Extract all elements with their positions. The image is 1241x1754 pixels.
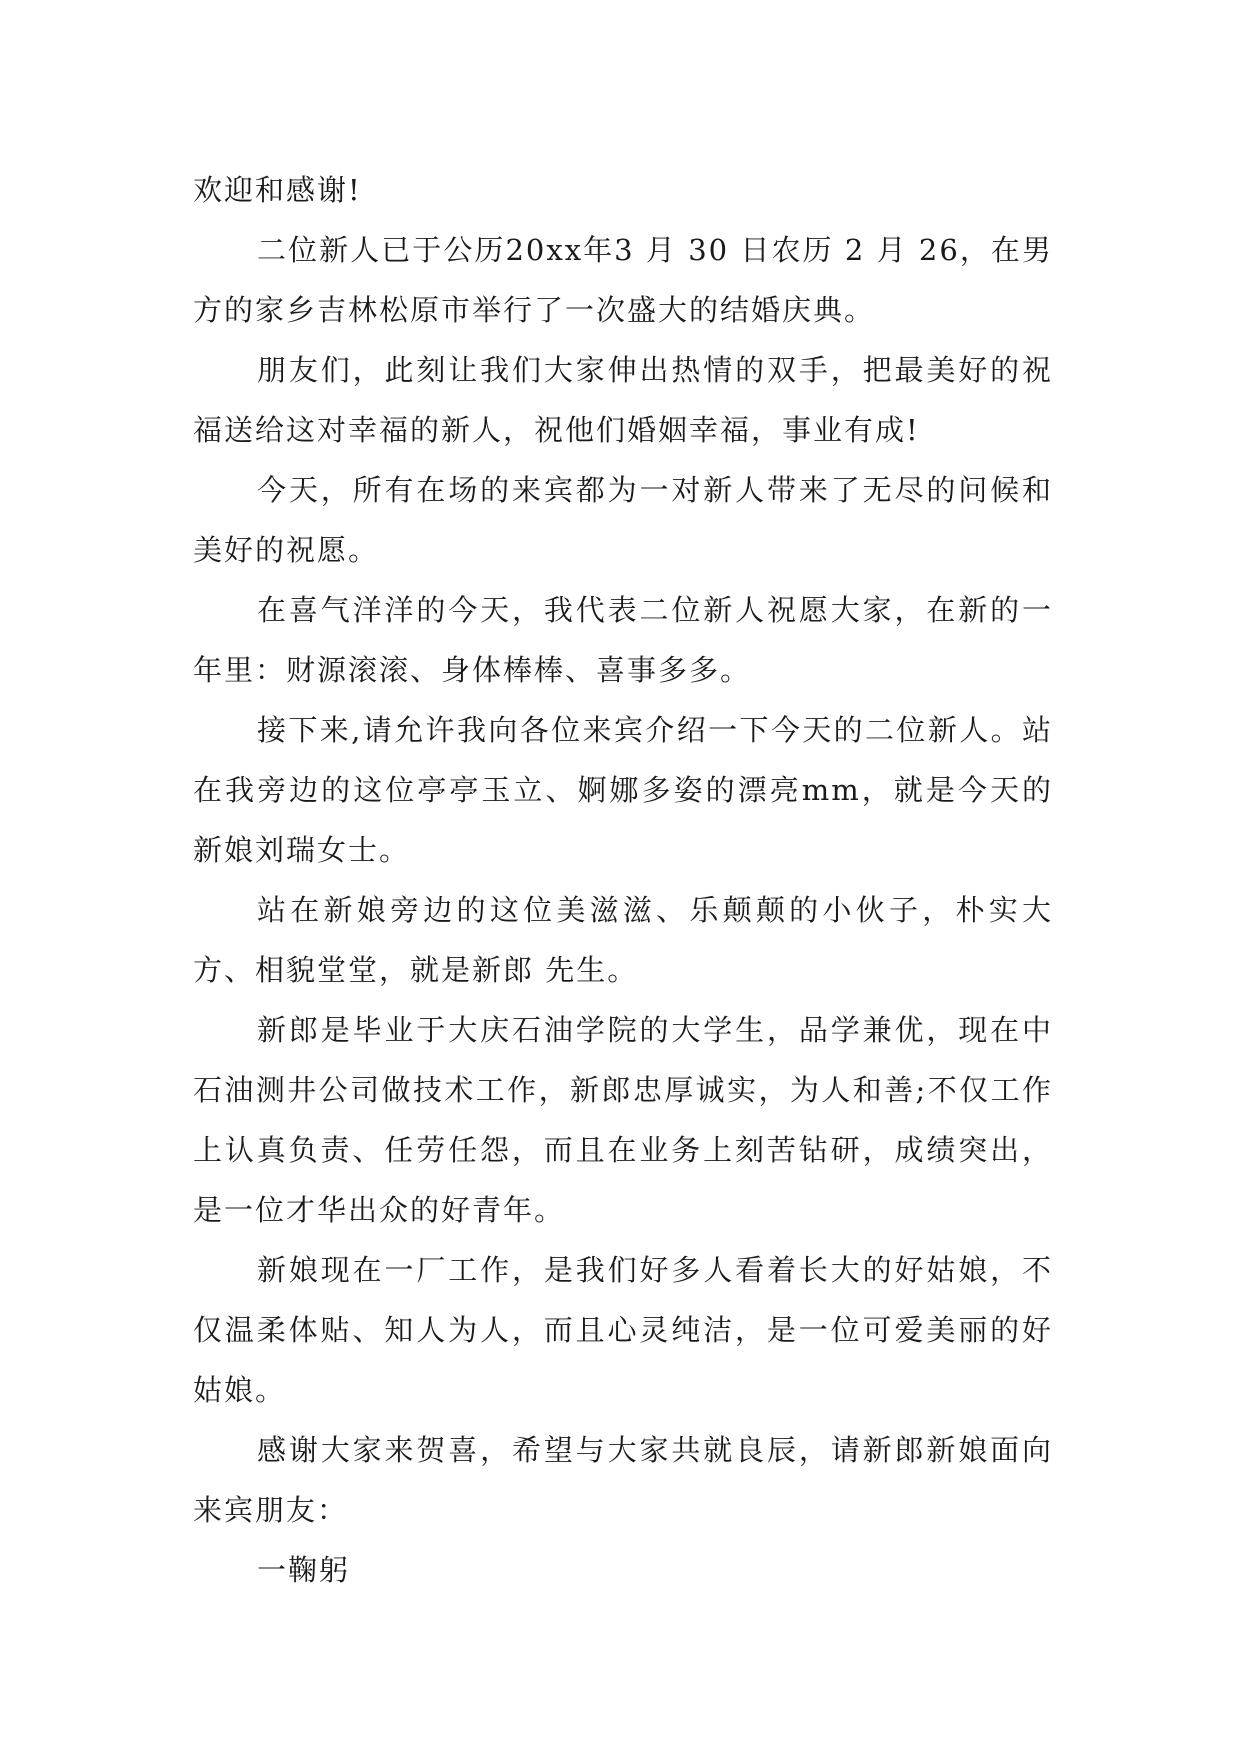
paragraph-9: 新娘现在一厂工作，是我们好多人看着长大的好姑娘，不仅温柔体贴、知人为人，而且心灵纯洁，是一位可爱美丽的好姑娘。 — [193, 1253, 1053, 1407]
paragraph-1: 欢迎和感谢! — [193, 173, 362, 207]
document-body — [193, 160, 1053, 1600]
paragraph-8: 新郎是毕业于大庆石油学院的大学生，品学兼优，现在中石油测井公司做技术工作，新郎忠厚诚实，为人和善;不仅工作上认真负责、任劳任怨，而且在业务上刻苦钻研，成绩突出，是一位才华出众的好青年。 — [193, 1013, 1053, 1227]
paragraph-2: 二位新人已于公历20xx年3 月 30 日农历 2 月 26，在男方的家乡吉林松原市举行了一次盛大的结婚庆典。 — [193, 233, 1053, 327]
paragraph-4: 今天，所有在场的来宾都为一对新人带来了无尽的问候和美好的祝愿。 — [193, 473, 1053, 567]
paragraph-3: 朋友们，此刻让我们大家伸出热情的双手，把最美好的祝福送给这对幸福的新人，祝他们婚姻幸福，事业有成! — [193, 353, 1053, 447]
paragraph-5: 在喜气洋洋的今天，我代表二位新人祝愿大家，在新的一年里：财源滚滚、身体棒棒、喜事多多。 — [193, 593, 1053, 687]
paragraph-11: 一鞠躬 — [257, 1553, 351, 1587]
paragraph-10: 感谢大家来贺喜，希望与大家共就良辰，请新郎新娘面向来宾朋友： — [193, 1433, 1053, 1527]
paragraph-6: 接下来,请允许我向各位来宾介绍一下今天的二位新人。站在我旁边的这位亭亭玉立、婀娜多姿的漂亮mm，就是今天的新娘刘瑞女士。 — [193, 713, 1053, 867]
paragraph-7: 站在新娘旁边的这位美滋滋、乐颠颠的小伙子，朴实大方、相貌堂堂，就是新郎 先生。 — [193, 893, 1053, 987]
